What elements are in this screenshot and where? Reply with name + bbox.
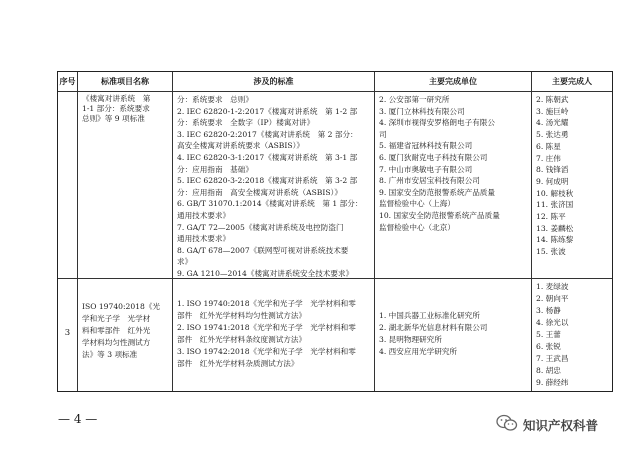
row-standards: 1. ISO 19740:2018《光学和光子学 光学材料和零 部件 红外光学材料均匀性测试方法》 2. ISO 19741:2018《光学和光子学 光学材料和零 部件 红外光学材料条纹度测试方法》 3. ISO 19742:2018《光学和光子学 光学材料和零 部件 红外光学材料杂质测试方法》	[177, 299, 356, 368]
row-units: 2. 公安部第一研究所 3. 厦门立林科技有限公司 4. 深圳市视得安罗格朗电子有限公 司 5. 福建省冠林科技有限公司 6. 厦门狄耐克电子科技有限公司 7. 中山市奥敏电子有限公司 8. 广州市安居宝科技有限公司 9. 国家安全防范报警系统产品质量 监督检验中心（上海） 10. 国家安全防范报警系统产品质量 监督检验中心（北京）	[379, 95, 500, 232]
watermark	[496, 414, 598, 436]
header-standards: 涉及的标准	[253, 76, 294, 86]
row-name: ISO 19740:2018《光 学和光子学 光学材 料和零部件 红外光 学材料均匀性测试方 法》等 3 项标准	[82, 302, 161, 359]
header-persons: 主要完成人	[552, 76, 592, 86]
col-divider	[531, 72, 532, 391]
page-number: — 4 —	[58, 412, 98, 426]
header-units: 主要完成单位	[429, 76, 477, 86]
col-divider	[172, 72, 173, 391]
watermark-text: 知识产权科普	[523, 418, 599, 433]
standards-table	[57, 71, 613, 392]
row-seq: 3	[64, 328, 71, 338]
row-persons: 2. 陈朝武 3. 施巨岭 4. 汤光耀 5. 张达勇 6. 陈星 7. 庄伟 8. 钱锋滔 9. 何成明 10. 解枝秋 11. 张济国 12. 陈平 13. 姜麟松 14. 陈练黎 15. 张波	[536, 95, 574, 257]
row-name: 《楼寓对讲系统 第 1-1 部分：系统要求 总则》等 9 项标准	[82, 94, 151, 123]
header-divider	[58, 91, 612, 92]
row-units: 1. 中国兵器工业标准化研究所 2. 湖北新华光信息材料有限公司 3. 昆明物理研究所 4. 西安应用光学研究所	[379, 311, 488, 356]
wechat-icon	[496, 414, 518, 436]
col-divider	[77, 72, 78, 391]
header-name: 标准项目名称	[101, 76, 149, 86]
header-seq: 序号	[59, 76, 76, 86]
row-standards: 分：系统要求 总则》 2. IEC 62820-1-2:2017《楼寓对讲系统 第 1-2 部 分：系统要求 全数字（IP）楼寓对讲》 3. IEC 62820-2:2017《楼寓对讲系统 第 2 部分： 高安全楼寓对讲系统要求（ASBIS）》 4. IEC 62820-3-1:2017《楼寓对讲系统 第 3-1 部 分：应用指南 基础》 5. IEC 62820-3-2:2018《楼寓对讲系统 第 3-2 部 分：应用指南 高安全楼寓对讲系统（ASBIS）》 6. GB/T 31070.1:2014《楼寓对讲系统 第 1 部分： 通用技术要求》 7. GA/T 72—2005《楼寓对讲系统及电控防盗门 通用技术要求》 8. GA/T 678—2007《联网型可视对讲系统技术要 求》 9. GA 1210—2014《楼寓对讲系统安全技术要求》	[177, 95, 363, 278]
col-divider	[374, 72, 375, 391]
row-persons: 1. 麦绿波 2. 朝向平 3. 杨静 4. 徐光以 5. 王蕾 6. 张锐 7. 王武昌 8. 胡忠 9. 薛经纬	[536, 282, 569, 387]
